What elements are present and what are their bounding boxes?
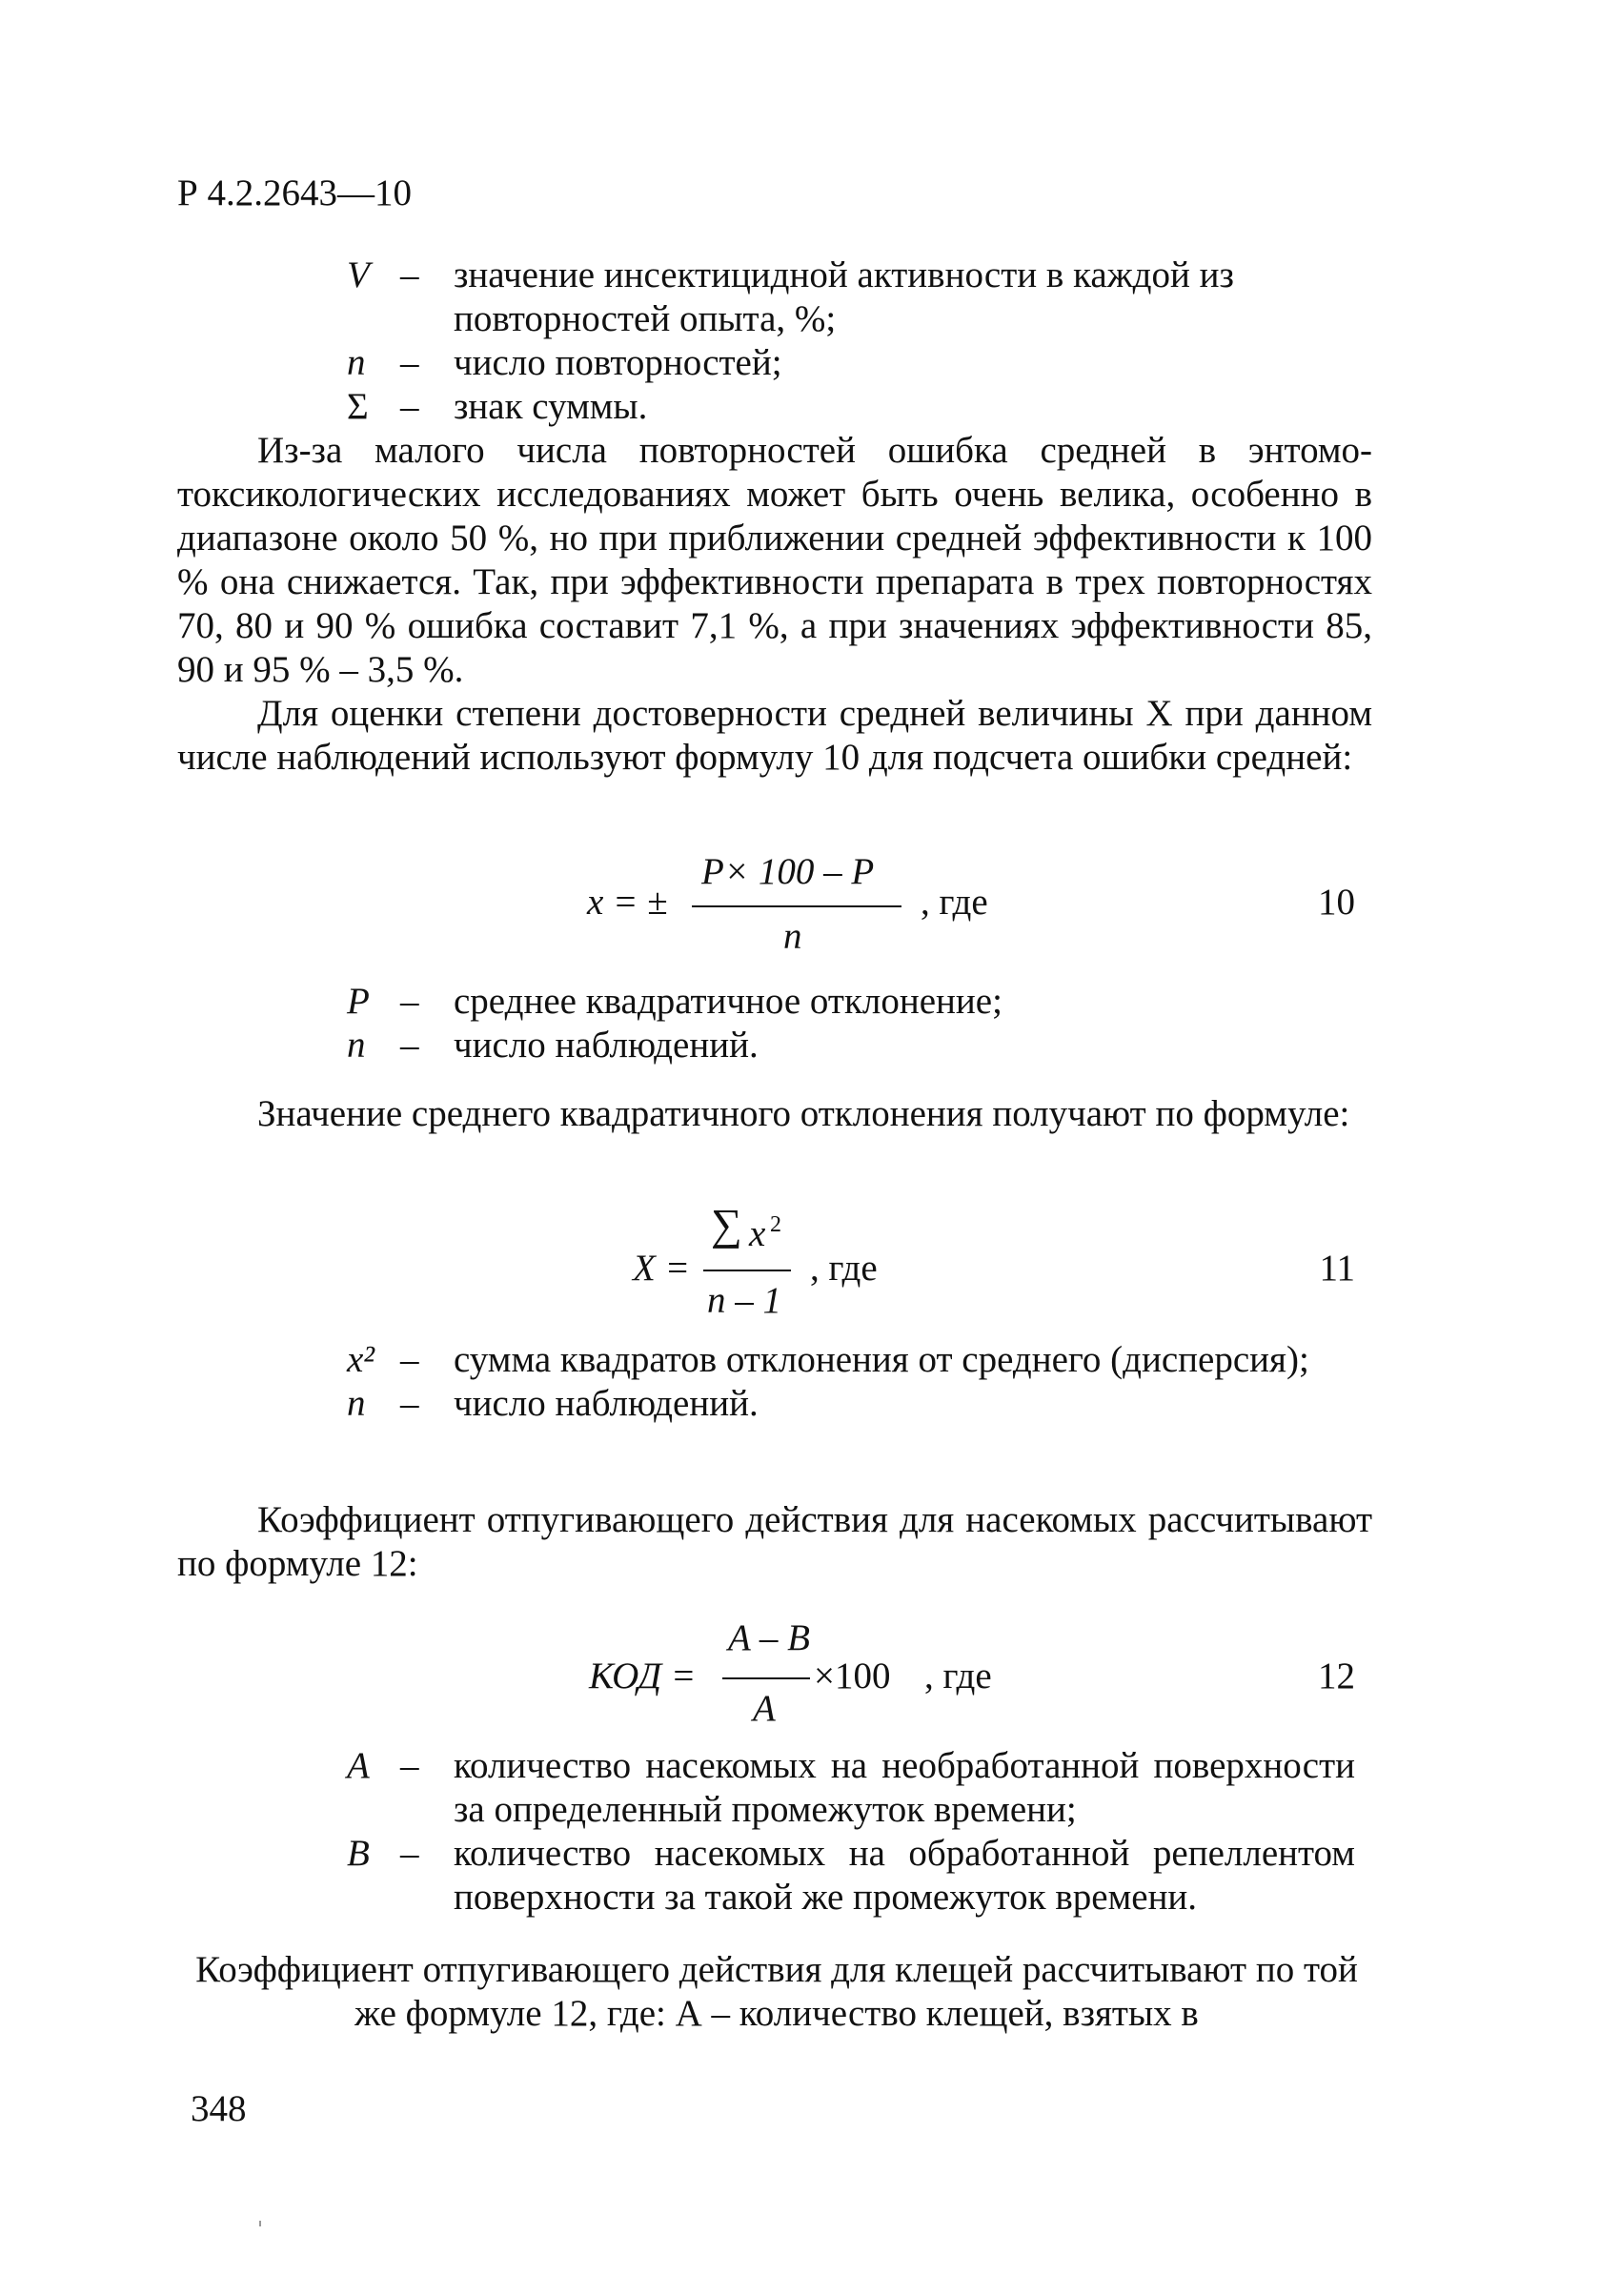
definition-symbol: A [347,1745,370,1786]
equation-number: 11 [1319,1248,1355,1289]
definition-dash: – [400,1025,419,1066]
definition-text: число повторностей; [454,342,782,383]
definition-symbol: n [347,1383,366,1424]
definition-dash: – [400,981,419,1022]
paragraph-std-deviation: Значение среднего квадратичного отклонения получают по формуле: [257,1093,1350,1134]
equation-where: , где [921,882,988,923]
equation-lhs: X = [633,1248,690,1289]
equation-numerator-exponent: 2 [770,1212,781,1237]
definitions-list-3 [347,1338,1355,1426]
definition-dash: – [400,1383,419,1424]
page-number: 348 [191,2088,247,2129]
fraction-bar [722,1677,810,1679]
equation-denominator: n – 1 [707,1280,781,1321]
definition-text: сумма квадратов отклонения от среднего (дисперсия); [454,1339,1309,1380]
definition-text: количество насекомых на необработанной поверхности за определенный промежуток времени; [454,1745,1355,1830]
definition-text: число наблюдений. [454,1383,759,1424]
definition-dash: – [400,1833,419,1874]
equation-numerator: P× 100 – P [701,851,875,892]
definition-symbol: V [347,254,370,295]
definitions-list-2 [347,980,1300,1067]
definition-text: значение инсектицидной активности в каждой из повторностей опыта, %; [454,254,1234,339]
document-code: Р 4.2.2643—10 [177,173,412,213]
definition-text: количество насекомых на обработанной репеллентом поверхности за такой же промежуток времени. [454,1833,1355,1918]
definition-text: среднее квадратичное отклонение; [454,981,1002,1022]
definition-item [347,1744,1355,1832]
definition-symbol: B [347,1833,370,1874]
definition-dash: – [400,1339,419,1380]
definition-item [347,1382,1355,1426]
definition-symbol: P [347,981,370,1022]
definition-symbol: x² [347,1339,375,1380]
equation-lhs: КОД = [589,1656,697,1697]
definition-text: число наблюдений. [454,1025,759,1066]
definition-dash: – [400,1745,419,1786]
equation-lhs: x = ± [587,882,668,923]
equation-10 [177,839,1355,963]
definition-item [347,980,1300,1024]
definitions-list-1 [347,254,1300,429]
equation-numerator: A – B [728,1617,810,1658]
definition-dash: – [400,254,419,295]
equation-number: 10 [1318,882,1355,923]
definition-symbol: Σ [347,386,369,427]
definition-item [347,1832,1355,1920]
equation-denominator: n [783,916,802,957]
definition-item [347,385,1300,429]
paragraph-repellent-coefficient: Коэффициент отпугивающего действия для насекомых рассчитывают по формуле 12: [177,1499,1372,1584]
equation-number: 12 [1318,1656,1355,1697]
fraction-bar [703,1270,791,1271]
definition-item [347,254,1300,341]
equation-11 [177,1200,1355,1327]
paragraph-reliability: Для оценки степени достоверности средней величины X при данном числе наблюдений используют формулу 10 для подсчета ошибки средней: [177,693,1372,778]
equation-numerator-variable: x [749,1213,766,1254]
fraction-bar [692,905,901,907]
equation-where: , где [924,1656,992,1697]
definition-item [347,1024,1300,1067]
sum-symbol: ∑ [711,1200,742,1249]
definition-symbol: n [347,342,366,383]
scan-mark [259,2221,261,2226]
definition-text: знак суммы. [454,386,648,427]
equation-multiplier: ×100 [814,1656,891,1697]
definitions-list-4 [347,1744,1355,1920]
definition-item [347,341,1300,385]
paragraph-error-of-mean: Из-за малого числа повторностей ошибка средней в энтомо-токсикологических исследованиях может быть очень велика, особенно в диапазоне около 50 %, но при приближении средней эффективности к 100 % она снижается. Так, при эффективности препарата в трех повторностях 70, 80 и 90 % ошибка составит 7,1 %, а при значениях эффективности 85, 90 и 95 % – 3,5 %. [177,430,1372,690]
definition-symbol: n [347,1025,366,1066]
definition-dash: – [400,342,419,383]
definition-item [347,1338,1355,1382]
equation-12 [177,1611,1355,1735]
equation-denominator: A [753,1688,776,1729]
paragraph-ticks-coefficient: Коэффициент отпугивающего действия для клещей рассчитывают по той же формуле 12, где: А – количество клещей, взятых в [195,1949,1358,2034]
equation-where: , где [810,1248,878,1289]
definition-dash: – [400,386,419,427]
